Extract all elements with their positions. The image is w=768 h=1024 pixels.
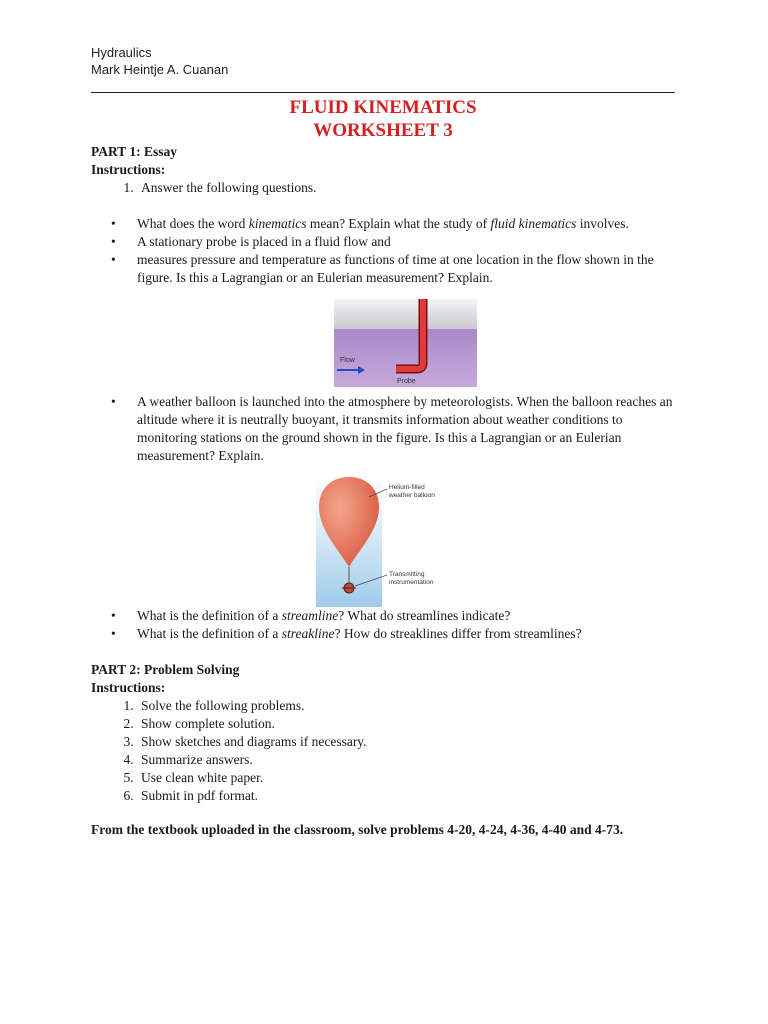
question-balloon: • A weather balloon is launched into the atmosphere by meteorologists. When the balloon reaches an altitude where it is neutrally buoyant, it transmits information about weather conditions to monitoring stations on the ground shown in the figure. Is this a Lagrangian or an Eulerian measurement? Explain. (137, 393, 683, 465)
subject-label: Hydraulics (91, 45, 152, 60)
title-line-2: WORKSHEET 3 (313, 120, 453, 141)
flow-label: Flow (340, 357, 355, 364)
part2-instruction: 1. Solve the following problems. (137, 697, 683, 715)
final-note: From the textbook uploaded in the classroom, solve problems 4-20, 4-24, 4-36, 4-40 and 4-73. (91, 822, 624, 837)
document-header (91, 44, 228, 78)
question-probe-a: • A stationary probe is placed in a fluid flow and (137, 233, 683, 251)
part1-questions-c (91, 607, 683, 643)
author-name: Mark Heintje A. Cuanan (91, 62, 229, 77)
part2-instruction: 4. Summarize answers. (137, 751, 683, 769)
probe-label: Probe (397, 378, 416, 385)
part2-instruction: 3. Show sketches and diagrams if necessary. (137, 733, 683, 751)
part2-instruction: 5. Use clean white paper. (137, 769, 683, 787)
part2-instruction: 6. Submit in pdf format. (137, 787, 683, 805)
balloon-label-2: weather balloon (389, 492, 435, 499)
question-kinematics: • What does the word kinematics mean? Explain what the study of fluid kinematics involves. (137, 215, 683, 233)
header-rule (91, 92, 675, 93)
question-probe-b: • measures pressure and temperature as functions of time at one location in the flow shown in the figure. Is this a Lagrangian or an Eulerian measurement? Explain. (137, 251, 683, 287)
part2-heading: PART 2: Problem Solving (91, 662, 240, 677)
part1-instruction: 1. Answer the following questions. (137, 179, 683, 197)
balloon-figure (311, 475, 451, 607)
part1-questions-b (91, 393, 683, 465)
probe-figure (334, 299, 477, 387)
question-streakline: • What is the definition of a streakline? How do streaklines differ from streamlines? (137, 625, 683, 643)
question-streamline: • What is the definition of a streamline? What do streamlines indicate? (137, 607, 683, 625)
part1-instructions-label: Instructions: (91, 162, 166, 177)
part2-instruction-list (91, 697, 683, 805)
part2-instructions-label: Instructions: (91, 680, 166, 695)
part2-instruction: 2. Show complete solution. (137, 715, 683, 733)
worksheet-content (91, 143, 683, 839)
title-line-1: FLUID KINEMATICS (289, 97, 477, 118)
instrument-label-2: instrumentation (389, 579, 434, 586)
instrument-label-1: Transmitting (389, 571, 425, 578)
worksheet-title (91, 96, 675, 142)
part1-heading: PART 1: Essay (91, 144, 178, 159)
part1-instruction-list (91, 179, 683, 197)
part1-questions-a (91, 215, 683, 287)
balloon-label-1: Helium-filled (389, 484, 425, 491)
air-region (334, 299, 477, 329)
